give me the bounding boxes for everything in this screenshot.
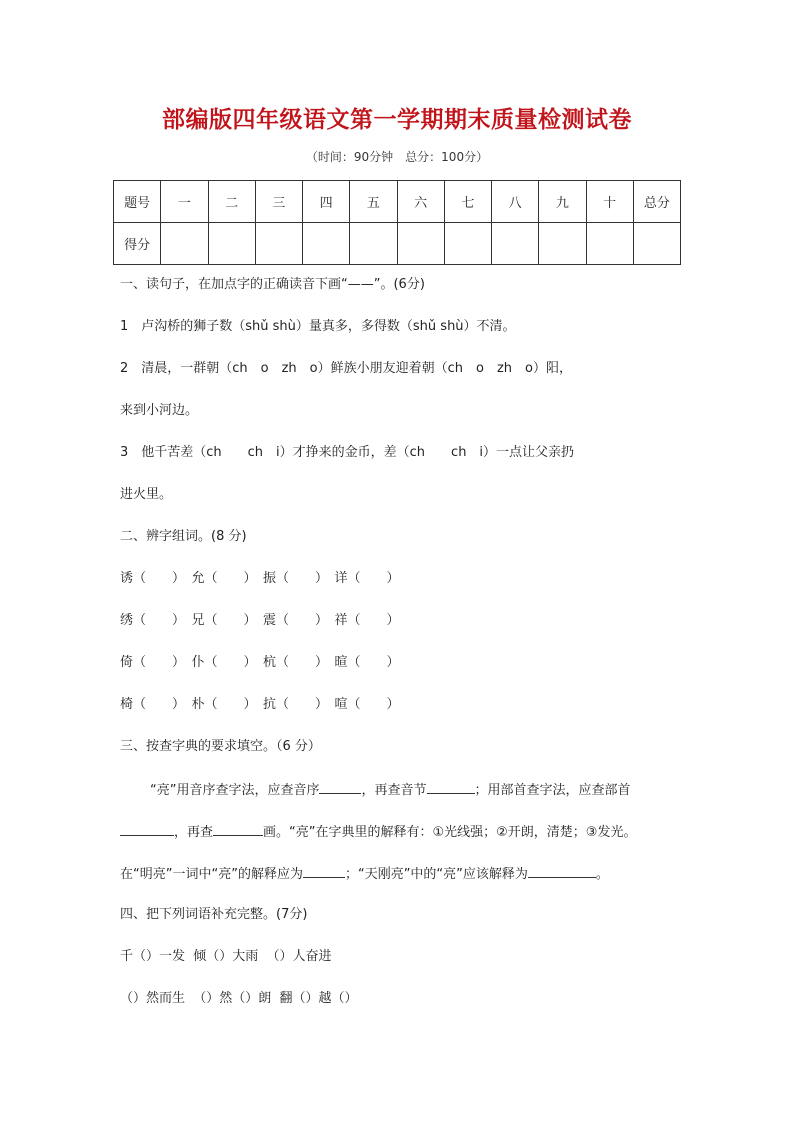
fill-blank[interactable] bbox=[213, 822, 263, 836]
section3-heading: 三、按查字典的要求填空。（6 分） bbox=[120, 739, 321, 754]
page-title: 部编版四年级语文第一学期期末质量检测试卷 bbox=[162, 106, 632, 133]
score-table-cell: 一 bbox=[161, 181, 208, 223]
score-input-cell[interactable] bbox=[633, 223, 680, 265]
exam-time-and-total: （时间：90分钟 总分：100分） bbox=[305, 150, 489, 164]
fill-blank[interactable] bbox=[427, 780, 475, 794]
paragraph-text: 画。“亮”在字典里的解释有：①光线强；②开朗，清楚；③发光。 bbox=[263, 825, 637, 840]
score-table-cell: 十 bbox=[586, 181, 633, 223]
fill-blank[interactable] bbox=[120, 822, 174, 836]
score-input-cell[interactable] bbox=[492, 223, 539, 265]
score-table-cell: 四 bbox=[303, 181, 350, 223]
idiom-row: （）然而生 （）然（）朗 翻（）越（） bbox=[120, 991, 358, 1006]
paragraph-text: ，再查音节 bbox=[361, 783, 427, 798]
score-input-cell[interactable] bbox=[444, 223, 491, 265]
score-table-header-row bbox=[114, 181, 681, 223]
score-input-cell[interactable] bbox=[539, 223, 586, 265]
score-table-cell: 二 bbox=[208, 181, 255, 223]
score-input-cell[interactable] bbox=[303, 223, 350, 265]
word-group-row: 椅（ ） 朴（ ） 抗（ ） 喧（ ） bbox=[120, 697, 400, 712]
score-table-cell: 总分 bbox=[633, 181, 680, 223]
score-table-cell: 七 bbox=[444, 181, 491, 223]
score-table-score-row bbox=[114, 223, 681, 265]
score-input-cell[interactable] bbox=[161, 223, 208, 265]
fill-blank[interactable] bbox=[319, 780, 361, 794]
score-table-cell: 六 bbox=[397, 181, 444, 223]
section2-heading: 二、辨字组词。(8 分) bbox=[120, 529, 247, 544]
score-input-cell[interactable] bbox=[208, 223, 255, 265]
dictionary-paragraph-line1 bbox=[150, 780, 631, 800]
paragraph-text: ；“天刚亮”中的“亮”应该解释为 bbox=[344, 867, 528, 882]
section1-heading: 一、读句子，在加点字的正确读音下画“——”。(6分) bbox=[120, 277, 425, 292]
score-table-cell: 题号 bbox=[114, 181, 161, 223]
paragraph-text: “亮”用音序查字法，应查音序 bbox=[150, 783, 320, 798]
section1-question2-continued: 来到小河边。 bbox=[120, 403, 199, 418]
dictionary-paragraph-line3 bbox=[120, 864, 609, 884]
paragraph-text: ；用部首查字法，应查部首 bbox=[474, 783, 631, 798]
dictionary-paragraph-line2 bbox=[120, 822, 636, 842]
score-input-cell[interactable] bbox=[397, 223, 444, 265]
score-input-cell[interactable] bbox=[586, 223, 633, 265]
section1-question2: 2 清晨，一群朝（ch o zh o）鲜族小朋友迎着朝（ch o zh o）阳， bbox=[120, 361, 572, 376]
score-table bbox=[113, 180, 681, 265]
section1-question3: 3 他千苦差（ch ch i）才挣来的金币，差（ch ch i）一点让父亲扔 bbox=[120, 445, 575, 460]
score-table-cell: 八 bbox=[492, 181, 539, 223]
word-group-row: 倚（ ） 仆（ ） 杭（ ） 暄（ ） bbox=[120, 655, 400, 670]
idiom-row: 千（）一发 倾（）大雨 （）人奋进 bbox=[120, 949, 332, 964]
paragraph-text: 在“明亮”一词中“亮”的解释应为 bbox=[120, 867, 303, 882]
section4-heading: 四、把下列词语补充完整。(7分) bbox=[120, 907, 308, 922]
section1-question3-continued: 进火里。 bbox=[120, 487, 173, 502]
score-table-row-label: 得分 bbox=[114, 223, 161, 265]
paragraph-text: ，再查 bbox=[174, 825, 214, 840]
word-group-row: 绣（ ） 兄（ ） 震（ ） 祥（ ） bbox=[120, 613, 400, 628]
fill-blank[interactable] bbox=[303, 864, 345, 878]
score-table-cell: 五 bbox=[350, 181, 397, 223]
section1-question1: 1 卢沟桥的狮子数（shǔ shù）量真多，多得数（shǔ shù）不清。 bbox=[120, 319, 516, 334]
score-table-cell: 三 bbox=[255, 181, 302, 223]
fill-blank[interactable] bbox=[528, 864, 596, 878]
score-table-cell: 九 bbox=[539, 181, 586, 223]
word-group-row: 诱（ ） 允（ ） 振（ ） 详（ ） bbox=[120, 571, 400, 586]
score-input-cell[interactable] bbox=[255, 223, 302, 265]
paragraph-text: 。 bbox=[595, 867, 609, 882]
score-input-cell[interactable] bbox=[350, 223, 397, 265]
